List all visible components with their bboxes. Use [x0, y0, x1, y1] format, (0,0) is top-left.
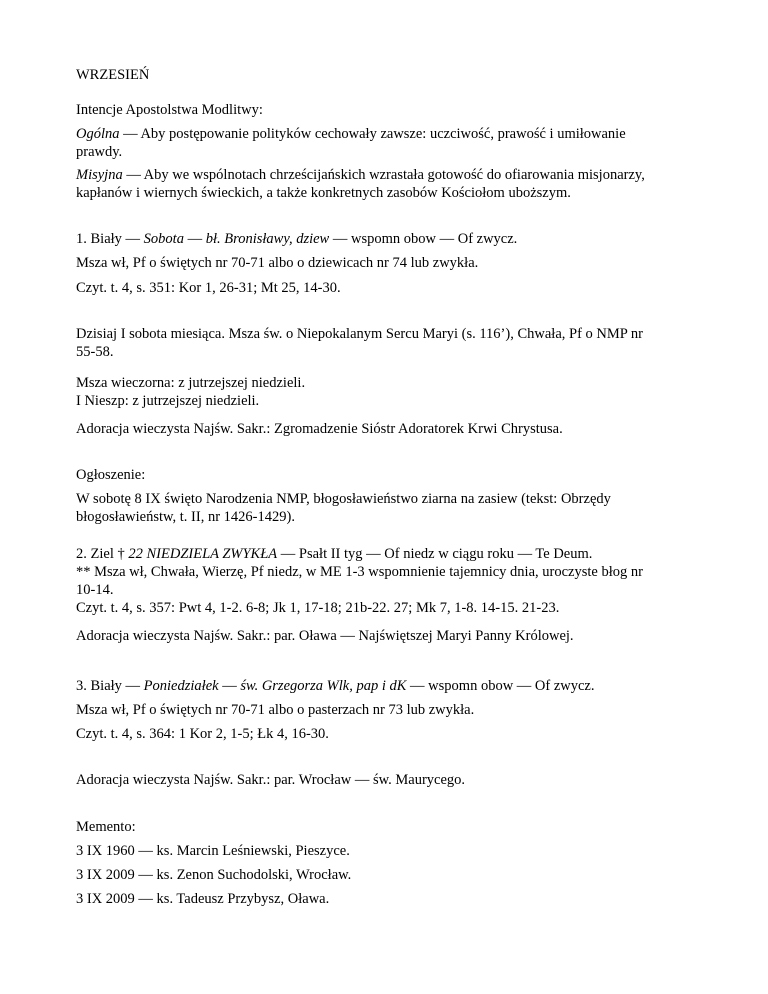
day3-rest: — wspomn obow — Of zwycz. — [406, 678, 595, 694]
day1-sep: — — [183, 231, 206, 247]
day1-header — [76, 230, 696, 248]
day2-mass: ** Msza wł, Chwała, Wierzę, Pf niedz, w ME 1-3 wspomnienie tajemnicy dnia, uroczyste błog nr — [76, 564, 643, 580]
memento-item: 3 IX 2009 — ks. Tadeusz Przybysz, Oława. — [76, 891, 330, 907]
general-intention-text: — Aby postępowanie polityków cechowały zawsze: uczciwość, prawość i umiłowanie — [119, 126, 626, 142]
day2-mass-cont: 10-14. — [76, 582, 114, 598]
mission-intention-text: — Aby we wspólnotach chrześcijańskich wzrastała gotowość do ofiarowania misjonarzy, — [122, 167, 645, 183]
day2-rest: — Psałt II tyg — Of niedz w ciągu roku — Te Deum. — [277, 546, 593, 562]
day2-adoration: Adoracja wieczysta Najśw. Sakr.: par. Oława — Najświętszej Maryi Panny Królowej. — [76, 628, 574, 644]
day3-day-name: Poniedziałek — [143, 678, 219, 694]
day1-adoration: Adoracja wieczysta Najśw. Sakr.: Zgromadzenie Sióstr Adoratorek Krwi Chrystusa. — [76, 421, 563, 437]
memento-item: 3 IX 2009 — ks. Zenon Suchodolski, Wrocław. — [76, 867, 352, 883]
day1-note: Dzisiaj I sobota miesiąca. Msza św. o Niepokalanym Sercu Maryi (s. 116’), Chwała, Pf o NMP nr — [76, 326, 643, 342]
apostleship-heading: Intencje Apostolstwa Modlitwy: — [76, 102, 263, 118]
day1-evening-mass: Msza wieczorna: z jutrzejszej niedzieli. — [76, 375, 306, 391]
day1-rest: — wspomn obow — Of zwycz. — [329, 231, 518, 247]
day1-mass: Msza wł, Pf o świętych nr 70-71 albo o dziewicach nr 74 lub zwykła. — [76, 255, 479, 271]
memento-heading: Memento: — [76, 819, 136, 835]
day2-title: 22 NIEDZIELA ZWYKŁA — [128, 546, 278, 562]
day1-vespers: I Nieszp: z jutrzejszej niedzieli. — [76, 393, 260, 409]
day3-mass: Msza wł, Pf o świętych nr 70-71 albo o pasterzach nr 73 lub zwykła. — [76, 702, 475, 718]
day2-header — [76, 545, 696, 563]
general-intention-cont: prawdy. — [76, 144, 123, 160]
month-heading: WRZESIEŃ — [76, 67, 150, 83]
day3-readings: Czyt. t. 4, s. 364: 1 Kor 2, 1-5; Łk 4, 16-30. — [76, 726, 329, 742]
day3-header — [76, 677, 696, 695]
day1-readings: Czyt. t. 4, s. 351: Kor 1, 26-31; Mt 25, 14-30. — [76, 280, 341, 296]
day1-day-name: Sobota — [143, 231, 184, 247]
day1-note-cont: 55-58. — [76, 344, 114, 360]
mission-intention-cont: kapłanów i wiernych świeckich, a także konkretnych zasobów Kościołom uboższym. — [76, 185, 571, 201]
mission-intention — [76, 166, 696, 184]
day3-adoration: Adoracja wieczysta Najśw. Sakr.: par. Wrocław — św. Maurycego. — [76, 772, 466, 788]
announcement-text-cont: błogosławieństw, t. II, nr 1426-1429). — [76, 509, 295, 525]
day1-saint: bł. Bronisławy, dziew — [205, 231, 330, 247]
mission-intention-label: Misyjna — [76, 167, 123, 183]
announcement-text: W sobotę 8 IX święto Narodzenia NMP, błogosławieństwo ziarna na zasiew (tekst: Obrzędy — [76, 491, 611, 507]
day3-saint: św. Grzegorza Wlk, pap i dK — [240, 678, 407, 694]
day3-prefix: 3. Biały — — [76, 678, 144, 694]
announcement-heading: Ogłoszenie: — [76, 467, 146, 483]
day1-prefix: 1. Biały — — [76, 231, 144, 247]
general-intention-label: Ogólna — [76, 126, 120, 142]
day2-readings: Czyt. t. 4, s. 357: Pwt 4, 1-2. 6-8; Jk 1, 17-18; 21b-22. 27; Mk 7, 1-8. 14-15. 21-23. — [76, 600, 560, 616]
day3-sep: — — [218, 678, 241, 694]
day2-prefix: 2. Ziel † — [76, 546, 129, 562]
general-intention — [76, 125, 696, 143]
memento-item: 3 IX 1960 — ks. Marcin Leśniewski, Pieszyce. — [76, 843, 350, 859]
